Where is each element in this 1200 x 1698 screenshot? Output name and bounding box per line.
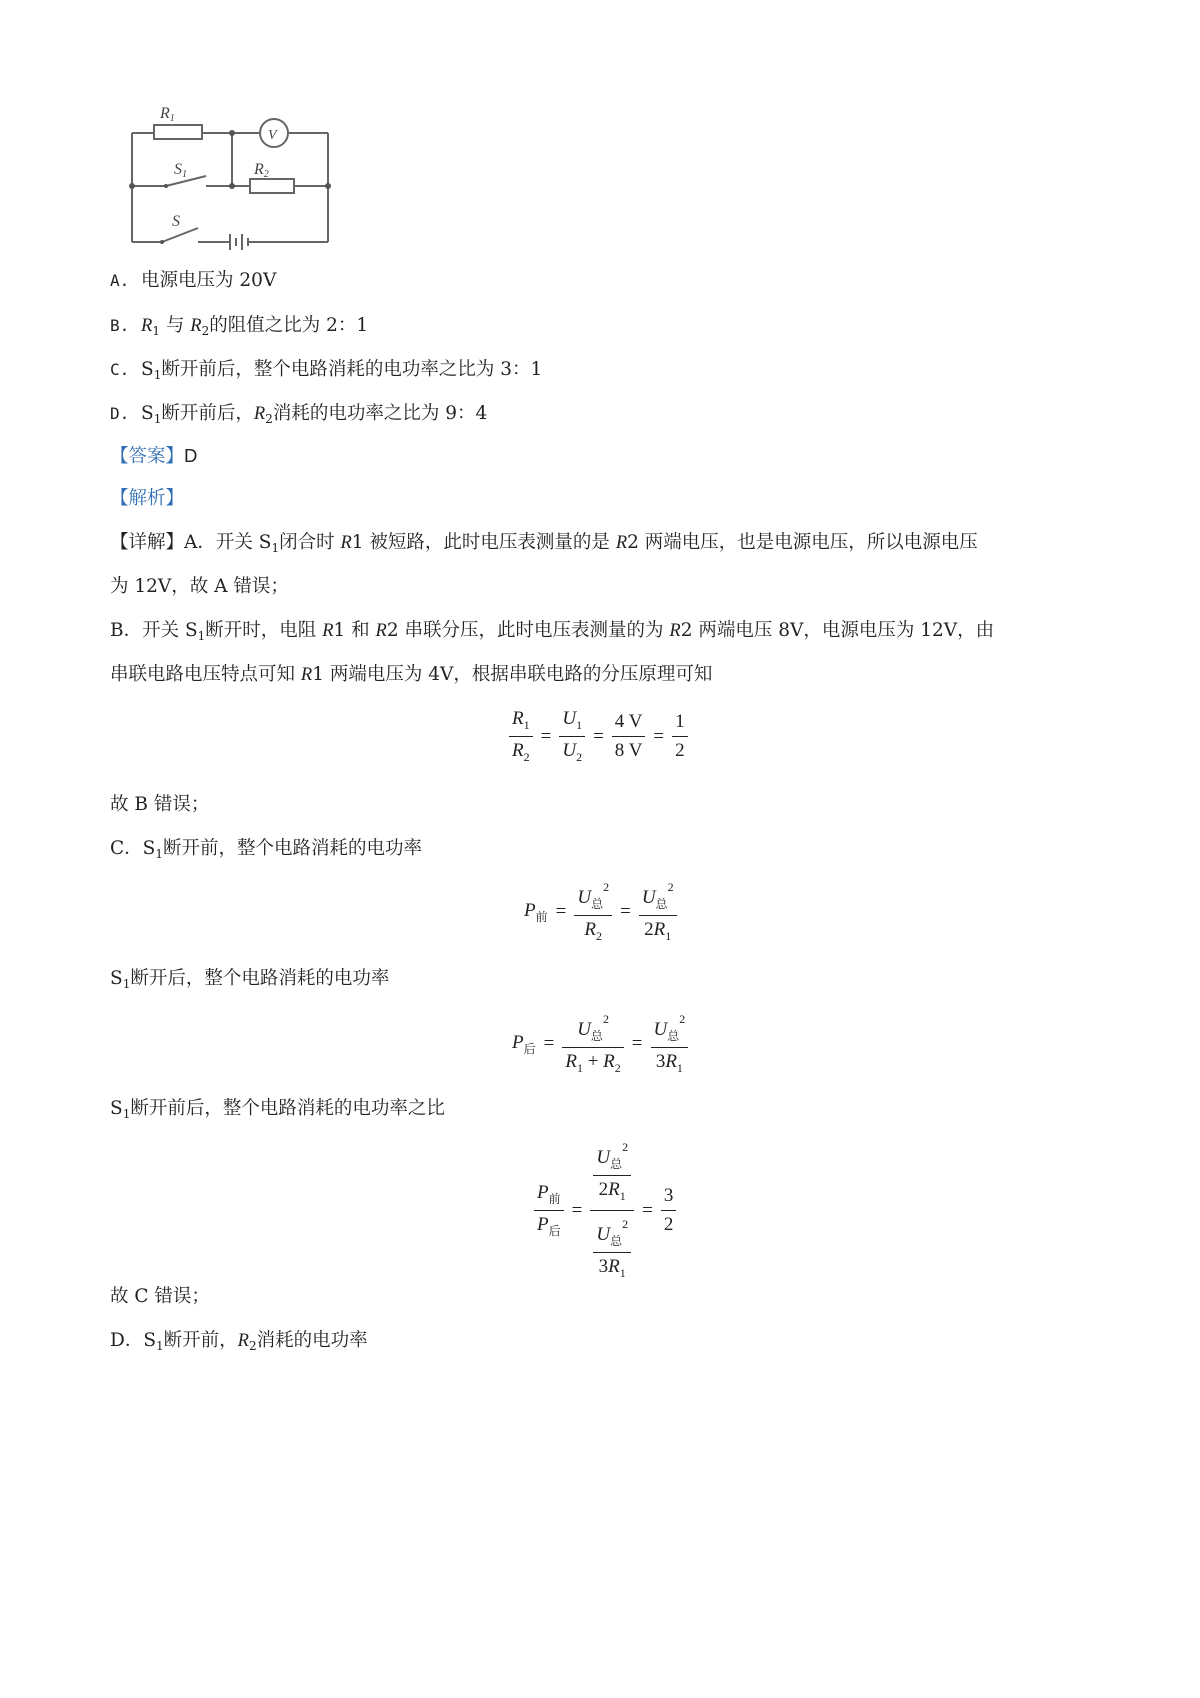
detail-c-conclusion: 故 C 错误； bbox=[110, 1286, 210, 1307]
detail-c-line1: C．$S_1$断开前，整个电路消耗的电功率 bbox=[110, 838, 422, 861]
circuit-diagram bbox=[110, 88, 350, 263]
resistor-r1 bbox=[154, 125, 202, 139]
equation-power-before: $P_前$ = $\frac{U_总^2}{R_2}$ = $\frac{U_总^2}{2R_1}$ bbox=[520, 880, 681, 944]
analysis-label: 【解析】 bbox=[110, 488, 185, 509]
detail-b-line1: B．开关 $S_1$断开时，电阻 R1 和 R2 串联分压，此时电压表测量的为 R2 两端电压 8V，电源电压为 12V，由 bbox=[110, 620, 995, 643]
r1-label: R1 bbox=[160, 105, 175, 124]
detail-a-line2: 为 12V，故 A 错误； bbox=[110, 576, 289, 597]
detail-a-line1: 【详解】A．开关 $S_1$闭合时 R1 被短路，此时电压表测量的是 R2 两端电压，也是电源电压，所以电源电压 bbox=[110, 532, 978, 555]
voltmeter-label: V bbox=[268, 128, 277, 143]
s1-label: S1 bbox=[174, 161, 187, 180]
option-b: B. $R_1$ 与 $R_2$的阻值之比为 2：1 bbox=[110, 315, 369, 338]
detail-d-line1: D．$S_1$断开前，$R_2$消耗的电功率 bbox=[110, 1330, 368, 1353]
r2-label: R2 bbox=[254, 161, 269, 180]
resistor-r2 bbox=[250, 179, 294, 193]
equation-power-ratio: $\frac{P_前}{P_后}$ = $\frac{\frac{U_总^2}{2R_1}}{\frac{U_总^2}{3R_1}}$ = $\frac{3}{2}$ bbox=[530, 1140, 680, 1281]
answer-line: 【答案】D bbox=[110, 445, 198, 467]
equation-voltage-ratio: $\frac{R_1}{R_2}$ = $\frac{U_1}{U_2}$ = $\frac{4 V}{8 V}$ = $\frac{1}{2}$ bbox=[505, 708, 692, 765]
option-d: D. $S_1$断开前后，$R_2$消耗的电功率之比为 9：4 bbox=[110, 403, 488, 426]
equation-power-after: $P_后$ = $\frac{U_总^2}{R_1 + R_2}$ = $\frac{U_总^2}{3R_1}$ bbox=[508, 1012, 692, 1076]
switch-s-blade bbox=[162, 228, 198, 242]
detail-c-line3: $S_1$断开前后，整个电路消耗的电功率之比 bbox=[110, 1098, 445, 1121]
option-c: C. $S_1$断开前后，整个电路消耗的电功率之比为 3：1 bbox=[110, 359, 543, 382]
s-label: S bbox=[172, 213, 180, 230]
option-a: A. 电源电压为 20V bbox=[110, 270, 277, 291]
detail-b-line2: 串联电路电压特点可知 R1 两端电压为 4V，根据串联电路的分压原理可知 bbox=[110, 664, 713, 685]
detail-b-conclusion: 故 B 错误； bbox=[110, 794, 210, 815]
detail-c-line2: $S_1$断开后，整个电路消耗的电功率 bbox=[110, 968, 390, 991]
